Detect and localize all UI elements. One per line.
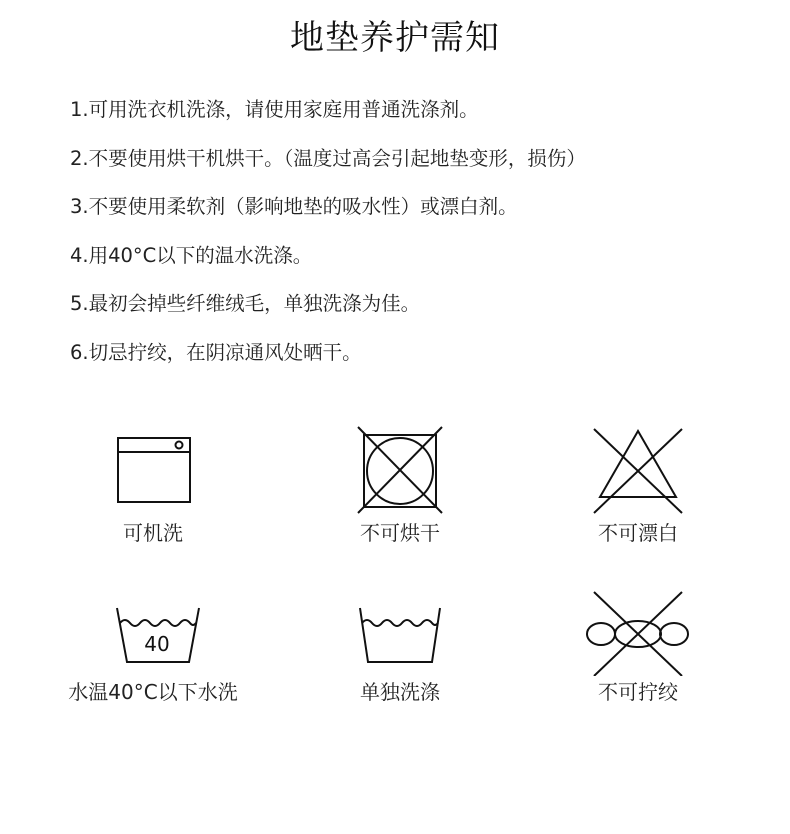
care-symbol-no-wring: [548, 590, 728, 705]
page-title: 地垫养护需知: [290, 18, 500, 58]
hand-wash-tub-icon: [310, 590, 490, 676]
no-bleach-icon: [548, 425, 728, 517]
wash-temperature-number: 40: [144, 632, 170, 656]
care-symbol-label: 可机洗: [123, 521, 183, 545]
care-note: 5.最初会掉些纤维绒毛，单独洗涤为佳。: [70, 292, 421, 315]
no-tumble-dry-icon: [310, 425, 490, 517]
care-symbol-wash-40: [63, 590, 243, 705]
wash-40-icon: [63, 590, 243, 676]
care-symbol-machine-wash: [63, 425, 243, 546]
care-note: 2.不要使用烘干机烘干。（温度过高会引起地垫变形，损伤）: [70, 146, 586, 170]
care-symbol-no-tumble-dry: [310, 425, 490, 546]
care-note: 3.不要使用柔软剂（影响地垫的吸水性）或漂白剂。: [70, 195, 518, 218]
care-note: 6.切忌拧绞，在阴凉通风处晒干。: [70, 340, 362, 364]
care-symbol-label: 不可拧绞: [598, 680, 678, 704]
care-note: 1.可用洗衣机洗涤，请使用家庭用普通洗涤剂。: [70, 98, 479, 121]
care-symbol-wash-separately: [310, 590, 490, 705]
care-symbol-label: 不可烘干: [360, 521, 440, 545]
care-note: 4.用40°C以下的温水洗涤。: [70, 243, 313, 267]
care-symbol-label: 水温40°C以下水洗: [68, 680, 238, 704]
washing-machine-icon: [63, 425, 243, 517]
care-notes-list: [70, 96, 586, 387]
no-wring-icon: [548, 590, 728, 676]
care-symbol-label: 单独洗涤: [360, 680, 440, 704]
care-symbol-no-bleach: [548, 425, 728, 546]
care-symbol-label: 不可漂白: [598, 521, 678, 545]
